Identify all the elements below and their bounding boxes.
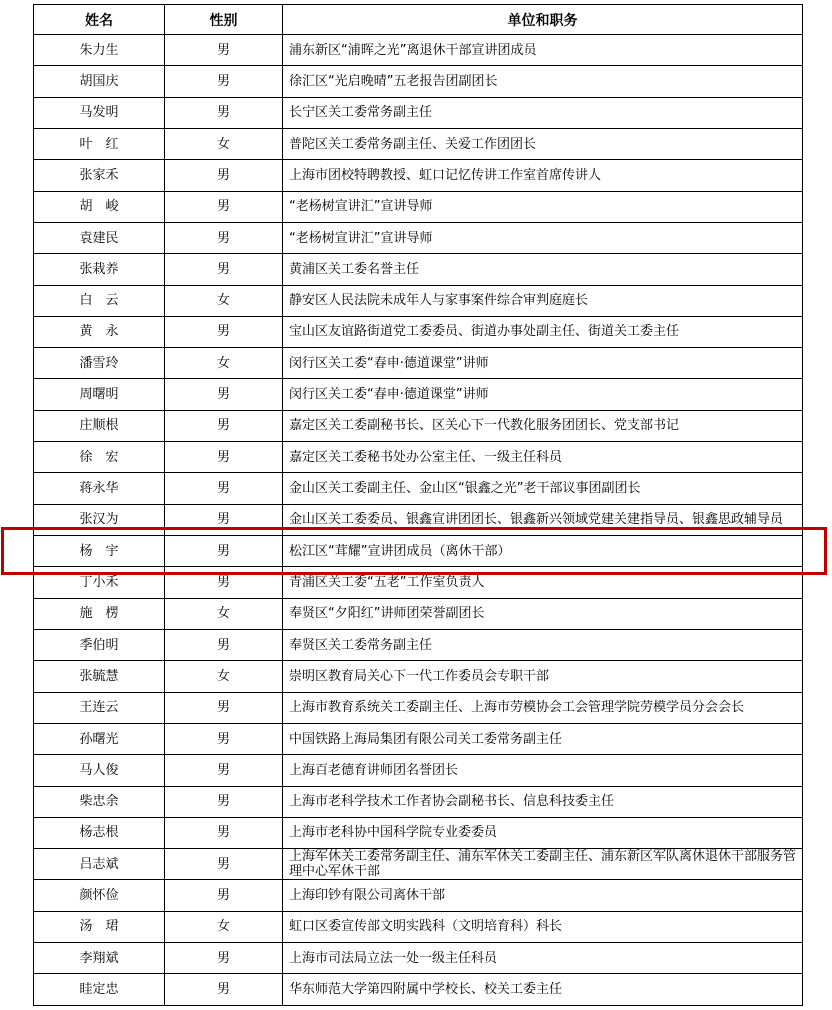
cell-gender: 男	[165, 849, 283, 880]
cell-name: 杨志根	[34, 817, 165, 848]
cell-unit-text: 普陀区关工委常务副主任、关爱工作团团长	[289, 136, 537, 152]
cell-unit	[283, 128, 803, 159]
cell-gender: 男	[165, 160, 283, 191]
cell-unit-text: “老杨树宣讲汇”宣讲导师	[289, 230, 433, 246]
cell-name: 张家禾	[34, 160, 165, 191]
cell-unit	[283, 817, 803, 848]
table-row	[34, 849, 803, 880]
cell-gender: 女	[165, 661, 283, 692]
cell-unit-text: 青浦区关工委“五老”工作室负责人	[289, 574, 485, 590]
table-row	[34, 817, 803, 848]
cell-unit-text: 静安区人民法院未成年人与家事案件综合审判庭庭长	[289, 293, 589, 309]
table-row	[34, 755, 803, 786]
cell-gender: 男	[165, 222, 283, 253]
cell-unit	[283, 254, 803, 285]
cell-gender: 男	[165, 817, 283, 848]
cell-unit	[283, 473, 803, 504]
cell-unit-text: 黄浦区关工委名誉主任	[289, 261, 420, 277]
cell-unit	[283, 943, 803, 974]
cell-unit	[283, 755, 803, 786]
cell-unit-text: 松江区“茸耀”宣讲团成员（离休干部）	[289, 543, 511, 559]
cell-unit-text: 上海市老科学技术工作者协会副秘书长、信息科技委主任	[289, 794, 615, 810]
cell-unit	[283, 536, 803, 567]
cell-unit-text: “老杨树宣讲汇”宣讲导师	[289, 199, 433, 215]
table-row	[34, 880, 803, 911]
cell-gender: 男	[165, 786, 283, 817]
cell-unit-text: 上海市教育系统关工委副主任、上海市劳模协会工会管理学院劳模学员分会会长	[289, 700, 745, 716]
cell-gender: 男	[165, 316, 283, 347]
cell-unit-text: 金山区关工委委员、银鑫宣讲团团长、银鑫新兴领域党建关建指导员、银鑫思政辅导员	[289, 512, 784, 528]
cell-unit	[283, 567, 803, 598]
table-row	[34, 35, 803, 66]
cell-unit-text: 上海印钞有限公司离休干部	[289, 888, 446, 904]
cell-gender: 男	[165, 97, 283, 128]
cell-gender: 男	[165, 567, 283, 598]
cell-name: 汤 珺	[34, 911, 165, 942]
cell-name: 庄顺根	[34, 410, 165, 441]
cell-gender: 女	[165, 911, 283, 942]
cell-gender: 男	[165, 191, 283, 222]
cell-unit-text: 奉贤区“夕阳红”讲师团荣誉副团长	[289, 606, 485, 622]
cell-name: 胡 峻	[34, 191, 165, 222]
table-row	[34, 661, 803, 692]
cell-gender: 男	[165, 379, 283, 410]
cell-unit-text: 上海军休关工委常务副主任、浦东军休关工委副主任、浦东新区军队离休退休干部服务管理中心军休干部	[289, 849, 797, 880]
table-row	[34, 911, 803, 942]
table-row	[34, 473, 803, 504]
cell-name: 施 楞	[34, 598, 165, 629]
cell-gender: 男	[165, 755, 283, 786]
cell-name: 眭定忠	[34, 974, 165, 1006]
cell-unit	[283, 160, 803, 191]
table-row	[34, 66, 803, 97]
cell-gender: 男	[165, 66, 283, 97]
table-row	[34, 128, 803, 159]
table-row	[34, 285, 803, 316]
cell-name: 袁建民	[34, 222, 165, 253]
cell-unit	[283, 379, 803, 410]
table-row	[34, 348, 803, 379]
cell-unit-text: 中国铁路上海局集团有限公司关工委常务副主任	[289, 731, 563, 747]
cell-unit-text: 奉贤区关工委常务副主任	[289, 637, 433, 653]
table-row	[34, 160, 803, 191]
cell-unit	[283, 97, 803, 128]
cell-gender: 男	[165, 629, 283, 660]
cell-unit-text: 金山区关工委副主任、金山区“银鑫之光”老干部议事团副团长	[289, 481, 641, 497]
cell-name: 丁小禾	[34, 567, 165, 598]
cell-name: 潘雪玲	[34, 348, 165, 379]
cell-name: 王连云	[34, 692, 165, 723]
cell-name: 叶 红	[34, 128, 165, 159]
cell-gender: 女	[165, 285, 283, 316]
table-row	[34, 943, 803, 974]
cell-unit-text: 浦东新区“浦晖之光”离退休干部宣讲团成员	[289, 42, 537, 58]
cell-unit-text: 上海百老德育讲师团名誉团长	[289, 762, 459, 778]
cell-unit-text: 宝山区友谊路街道党工委委员、街道办事处副主任、街道关工委主任	[289, 324, 680, 340]
cell-name: 黄 永	[34, 316, 165, 347]
cell-gender: 男	[165, 880, 283, 911]
cell-unit	[283, 692, 803, 723]
column-header-name: 姓名	[34, 5, 165, 35]
cell-unit	[283, 316, 803, 347]
cell-name: 李翔斌	[34, 943, 165, 974]
table-row	[34, 254, 803, 285]
cell-name: 杨 宇	[34, 536, 165, 567]
table-row	[34, 379, 803, 410]
cell-name: 马人俊	[34, 755, 165, 786]
cell-name: 徐 宏	[34, 442, 165, 473]
cell-unit	[283, 661, 803, 692]
cell-unit	[283, 911, 803, 942]
cell-name: 孙曙光	[34, 723, 165, 754]
cell-name: 马发明	[34, 97, 165, 128]
cell-unit-text: 嘉定区关工委秘书处办公室主任、一级主任科员	[289, 449, 563, 465]
table-row	[34, 410, 803, 441]
cell-name: 张汉为	[34, 504, 165, 535]
cell-unit	[283, 35, 803, 66]
cell-gender: 男	[165, 974, 283, 1006]
cell-unit-text: 虹口区委宣传部文明实践科（文明培育科）科长	[289, 919, 563, 935]
table-row	[34, 567, 803, 598]
cell-name: 周曙明	[34, 379, 165, 410]
cell-name: 颜怀俭	[34, 880, 165, 911]
cell-gender: 女	[165, 348, 283, 379]
table-row	[34, 629, 803, 660]
cell-gender: 男	[165, 504, 283, 535]
cell-name: 吕志斌	[34, 849, 165, 880]
cell-name: 胡国庆	[34, 66, 165, 97]
cell-unit	[283, 285, 803, 316]
cell-unit	[283, 629, 803, 660]
cell-gender: 男	[165, 943, 283, 974]
cell-name: 柴忠余	[34, 786, 165, 817]
cell-unit-text: 上海市司法局立法一处一级主任科员	[289, 950, 498, 966]
table-row	[34, 786, 803, 817]
table-row	[34, 442, 803, 473]
table-row	[34, 598, 803, 629]
cell-unit	[283, 880, 803, 911]
cell-unit	[283, 786, 803, 817]
column-header-unit: 单位和职务	[283, 5, 803, 35]
table-row	[34, 97, 803, 128]
cell-unit	[283, 974, 803, 1006]
table-row	[34, 536, 803, 567]
cell-unit	[283, 66, 803, 97]
cell-gender: 男	[165, 723, 283, 754]
cell-gender: 男	[165, 442, 283, 473]
cell-unit-text: 崇明区教育局关心下一代工作委员会专职干部	[289, 668, 550, 684]
cell-unit-text: 徐汇区“光启晚晴”五老报告团副团长	[289, 73, 498, 89]
personnel-table	[33, 4, 803, 1006]
cell-unit-text: 闵行区关工委“春申·德道课堂”讲师	[289, 355, 489, 371]
cell-unit-text: 嘉定区关工委副秘书长、区关心下一代教化服务团团长、党支部书记	[289, 418, 680, 434]
cell-unit	[283, 410, 803, 441]
cell-unit-text: 华东师范大学第四附属中学校长、校关工委主任	[289, 982, 563, 998]
cell-unit-text: 长宁区关工委常务副主任	[289, 105, 433, 121]
cell-gender: 男	[165, 35, 283, 66]
cell-unit	[283, 849, 803, 880]
cell-unit-text: 上海市团校特聘教授、虹口记忆传讲工作室首席传讲人	[289, 167, 602, 183]
cell-unit	[283, 598, 803, 629]
cell-gender: 男	[165, 692, 283, 723]
cell-unit-text: 闵行区关工委“春申·德道课堂”讲师	[289, 387, 489, 403]
table-header-row	[34, 5, 803, 35]
cell-unit	[283, 442, 803, 473]
cell-unit	[283, 191, 803, 222]
cell-name: 张栽养	[34, 254, 165, 285]
cell-gender: 男	[165, 254, 283, 285]
cell-unit	[283, 504, 803, 535]
cell-unit	[283, 723, 803, 754]
cell-unit-text: 上海市老科协中国科学院专业委委员	[289, 825, 498, 841]
table-row	[34, 191, 803, 222]
table-row	[34, 974, 803, 1006]
cell-name: 季伯明	[34, 629, 165, 660]
cell-name: 白 云	[34, 285, 165, 316]
table-row	[34, 316, 803, 347]
cell-gender: 女	[165, 598, 283, 629]
table-row	[34, 692, 803, 723]
cell-gender: 女	[165, 128, 283, 159]
column-header-gender: 性别	[165, 5, 283, 35]
cell-unit	[283, 222, 803, 253]
cell-name: 张毓慧	[34, 661, 165, 692]
cell-gender: 男	[165, 536, 283, 567]
cell-name: 蒋永华	[34, 473, 165, 504]
table-row	[34, 504, 803, 535]
cell-name: 朱力生	[34, 35, 165, 66]
table-row	[34, 222, 803, 253]
table-row	[34, 723, 803, 754]
cell-unit	[283, 348, 803, 379]
cell-gender: 男	[165, 473, 283, 504]
cell-gender: 男	[165, 410, 283, 441]
